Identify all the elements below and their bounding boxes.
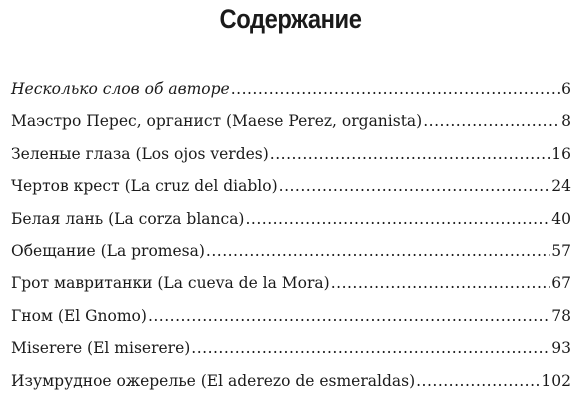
toc-entry[interactable] — [11, 241, 571, 273]
toc-entry[interactable] — [11, 273, 571, 305]
toc-entry[interactable] — [11, 144, 571, 176]
table-of-contents — [11, 79, 571, 403]
toc-entry-title: Чертов крест (La cruz del diablo) — [11, 177, 278, 196]
toc-entry-title: Несколько слов об авторе — [11, 80, 230, 98]
toc-entry-title: Зеленые глаза (Los ojos verdes) — [11, 144, 269, 163]
toc-entry-page: 8 — [561, 112, 571, 131]
toc-entry-page: 102 — [541, 371, 571, 390]
dot-leader — [148, 306, 550, 326]
dot-leader — [191, 338, 550, 358]
toc-entry-page: 16 — [551, 144, 571, 163]
dot-leader — [331, 273, 551, 293]
toc-entry-title: Обещание (La promesa) — [11, 241, 205, 260]
toc-entry[interactable] — [11, 306, 571, 338]
dot-leader — [279, 176, 551, 196]
toc-entry-page: 6 — [561, 80, 571, 98]
toc-entry-title: Грот мавританки (La cueva de la Mora) — [11, 274, 330, 293]
toc-entry[interactable] — [11, 338, 571, 370]
toc-entry-page: 67 — [551, 274, 571, 293]
toc-entry[interactable] — [11, 209, 571, 241]
toc-entry-title: Маэстро Перес, органист (Maese Perez, organista) — [11, 112, 423, 131]
toc-entry-title: Гном (El Gnomo) — [11, 306, 147, 325]
toc-entry[interactable] — [11, 371, 571, 403]
toc-entry[interactable] — [11, 79, 571, 111]
toc-entry-page: 78 — [551, 306, 571, 325]
dot-leader — [206, 241, 550, 261]
toc-entry[interactable] — [11, 176, 571, 208]
dot-leader — [231, 79, 560, 99]
toc-entry-title: Изумрудное ожерелье (El aderezo de esmeraldas) — [11, 371, 416, 390]
dot-leader — [423, 111, 560, 131]
toc-entry-title: Белая лань (La corza blanca) — [11, 209, 245, 228]
toc-entry-page: 24 — [551, 177, 571, 196]
dot-leader — [416, 371, 540, 391]
page-title: Содержание — [219, 4, 362, 34]
toc-entry-page: 57 — [551, 241, 571, 260]
toc-entry-page: 40 — [551, 209, 571, 228]
dot-leader — [270, 144, 550, 164]
toc-entry[interactable] — [11, 111, 571, 143]
toc-entry-title: Miserere (El miserere) — [11, 339, 191, 358]
toc-entry-page: 93 — [551, 339, 571, 358]
dot-leader — [245, 209, 550, 229]
